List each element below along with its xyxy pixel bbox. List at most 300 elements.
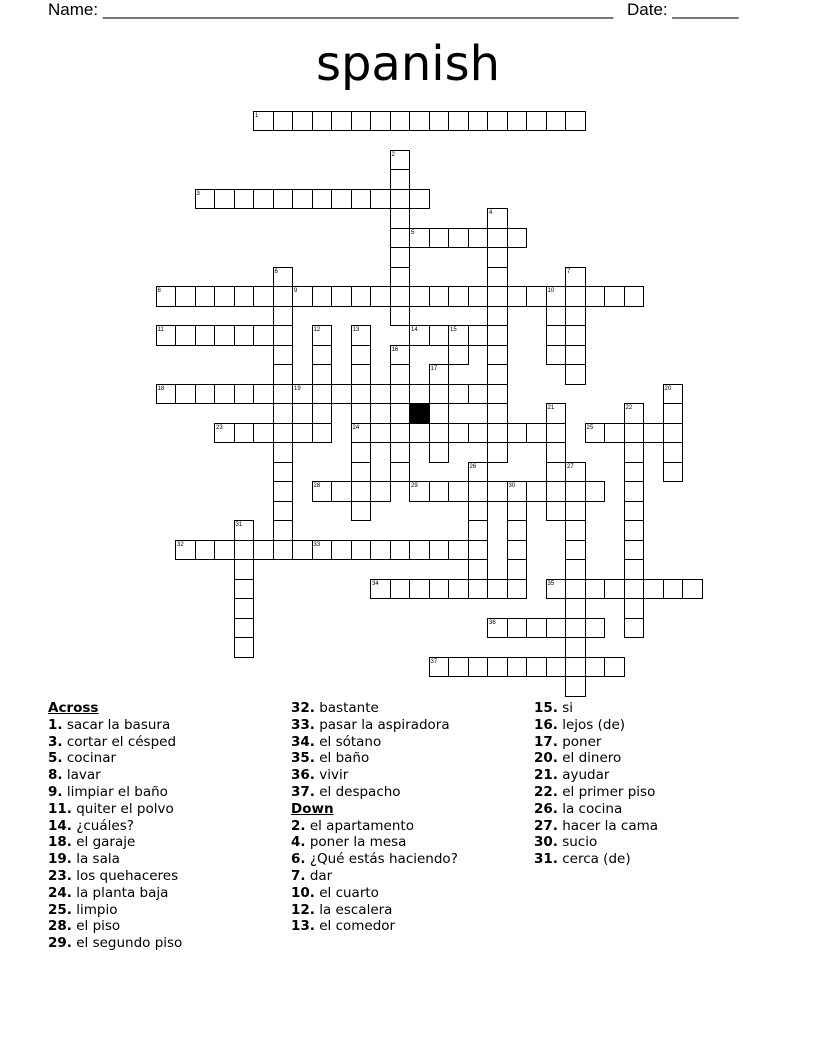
grid-cell[interactable]: [429, 423, 450, 444]
clue-number: 36.: [291, 767, 315, 784]
grid-cell[interactable]: [234, 520, 255, 541]
grid-cell[interactable]: [429, 442, 450, 463]
clue-text: la escalera: [319, 901, 393, 918]
grid-cell[interactable]: [429, 481, 450, 502]
grid-cell[interactable]: [448, 481, 469, 502]
grid-cell[interactable]: [273, 481, 294, 502]
grid-cell[interactable]: [565, 598, 586, 619]
down-clue: [534, 700, 658, 717]
grid-cell[interactable]: [351, 286, 372, 307]
grid-cell[interactable]: [312, 423, 333, 444]
grid-cell[interactable]: [214, 384, 235, 405]
grid-cell[interactable]: [448, 111, 469, 132]
grid-cell[interactable]: [273, 364, 294, 385]
grid-cell[interactable]: [409, 423, 430, 444]
grid-cell[interactable]: [273, 345, 294, 366]
grid-cell[interactable]: [390, 384, 411, 405]
grid-cell[interactable]: [331, 384, 352, 405]
grid-cell[interactable]: [624, 423, 645, 444]
grid-cell[interactable]: [624, 540, 645, 561]
grid-cell[interactable]: [312, 403, 333, 424]
grid-cell[interactable]: [390, 345, 411, 366]
grid-cell[interactable]: [292, 540, 313, 561]
grid-cell[interactable]: [604, 657, 625, 678]
grid-cell[interactable]: [487, 481, 508, 502]
clue-text: el sótano: [319, 733, 382, 750]
across-clue: [291, 784, 458, 801]
grid-cell[interactable]: [468, 423, 489, 444]
grid-cell[interactable]: [468, 579, 489, 600]
grid-cell[interactable]: [487, 111, 508, 132]
grid-cell[interactable]: [487, 618, 508, 639]
grid-cell[interactable]: [273, 189, 294, 210]
grid-cell[interactable]: [487, 403, 508, 424]
grid-cell[interactable]: [565, 657, 586, 678]
grid-cell[interactable]: [390, 189, 411, 210]
grid-cell[interactable]: [351, 540, 372, 561]
clue-number-label: 22: [625, 405, 633, 411]
clue-number: 23.: [48, 867, 72, 884]
grid-cell[interactable]: [390, 403, 411, 424]
grid-cell[interactable]: [487, 345, 508, 366]
grid-cell[interactable]: [468, 501, 489, 522]
grid-cell[interactable]: [565, 345, 586, 366]
grid-cell[interactable]: [487, 228, 508, 249]
grid-cell[interactable]: [234, 637, 255, 658]
clue-text: pasar la aspiradora: [319, 716, 450, 733]
grid-cell[interactable]: [234, 598, 255, 619]
grid-cell[interactable]: [507, 559, 528, 580]
grid-cell[interactable]: [507, 228, 528, 249]
across-clue: [48, 902, 182, 919]
grid-cell[interactable]: [409, 325, 430, 346]
grid-cell[interactable]: [429, 579, 450, 600]
grid-cell[interactable]: [624, 403, 645, 424]
grid-cell[interactable]: [429, 111, 450, 132]
grid-cell[interactable]: [448, 657, 469, 678]
grid-cell[interactable]: [682, 579, 703, 600]
grid-cell[interactable]: [546, 579, 567, 600]
grid-cell[interactable]: [565, 501, 586, 522]
grid-cell[interactable]: [156, 286, 177, 307]
grid-cell[interactable]: [643, 579, 664, 600]
grid-cell[interactable]: [390, 267, 411, 288]
grid-cell[interactable]: [429, 384, 450, 405]
grid-cell[interactable]: [507, 501, 528, 522]
grid-cell[interactable]: [487, 306, 508, 327]
grid-cell[interactable]: [565, 325, 586, 346]
grid-cell[interactable]: [526, 481, 547, 502]
grid-cell[interactable]: [273, 520, 294, 541]
grid-cell[interactable]: [663, 579, 684, 600]
grid-cell[interactable]: [234, 423, 255, 444]
grid-cell[interactable]: [565, 286, 586, 307]
clue-text: el apartamento: [309, 817, 414, 834]
grid-cell[interactable]: [487, 423, 508, 444]
grid-cell[interactable]: [624, 559, 645, 580]
grid-cell[interactable]: [273, 384, 294, 405]
grid-cell[interactable]: [351, 403, 372, 424]
clues-column-2: [291, 700, 458, 935]
grid-cell[interactable]: [312, 540, 333, 561]
grid-cell[interactable]: [624, 442, 645, 463]
grid-cell[interactable]: [390, 462, 411, 483]
grid-cell[interactable]: [214, 286, 235, 307]
grid-cell[interactable]: [526, 111, 547, 132]
grid-cell[interactable]: [526, 618, 547, 639]
clue-number-label: 21: [547, 405, 555, 411]
grid-cell[interactable]: [565, 481, 586, 502]
grid-cell[interactable]: [195, 189, 216, 210]
grid-cell[interactable]: [273, 403, 294, 424]
grid-cell[interactable]: [585, 286, 606, 307]
grid-cell[interactable]: [351, 481, 372, 502]
grid-cell[interactable]: [448, 579, 469, 600]
grid-cell[interactable]: [292, 189, 313, 210]
grid-cell[interactable]: [565, 618, 586, 639]
grid-cell[interactable]: [351, 364, 372, 385]
grid-cell[interactable]: [370, 286, 391, 307]
grid-cell[interactable]: [390, 442, 411, 463]
grid-cell[interactable]: [565, 306, 586, 327]
grid-cell[interactable]: [604, 286, 625, 307]
grid-cell[interactable]: [331, 286, 352, 307]
grid-cell[interactable]: [409, 579, 430, 600]
clue-number: 22.: [534, 783, 558, 800]
grid-cell[interactable]: [312, 111, 333, 132]
grid-cell[interactable]: [351, 384, 372, 405]
grid-cell[interactable]: [565, 559, 586, 580]
grid-cell[interactable]: [351, 501, 372, 522]
grid-cell[interactable]: [312, 364, 333, 385]
grid-cell[interactable]: [448, 384, 469, 405]
grid-cell[interactable]: [546, 481, 567, 502]
grid-cell[interactable]: [468, 520, 489, 541]
grid-cell[interactable]: [448, 228, 469, 249]
grid-cell[interactable]: [409, 481, 430, 502]
clue-number: 4.: [291, 834, 306, 851]
grid-cell[interactable]: [390, 364, 411, 385]
grid-cell[interactable]: [546, 423, 567, 444]
clue-number: 14.: [48, 817, 72, 834]
grid-cell[interactable]: [429, 325, 450, 346]
grid-cell[interactable]: [390, 111, 411, 132]
grid-cell[interactable]: [565, 579, 586, 600]
grid-cell[interactable]: [624, 520, 645, 541]
grid-cell[interactable]: [565, 520, 586, 541]
clue-number: 10.: [291, 884, 315, 901]
grid-cell[interactable]: [253, 189, 274, 210]
grid-cell[interactable]: [487, 267, 508, 288]
grid-cell[interactable]: [546, 306, 567, 327]
grid-cell[interactable]: [273, 286, 294, 307]
grid-cell[interactable]: [234, 325, 255, 346]
grid-cell[interactable]: [253, 384, 274, 405]
grid-cell[interactable]: [468, 228, 489, 249]
grid-cell[interactable]: [546, 325, 567, 346]
grid-cell[interactable]: [234, 618, 255, 639]
grid-cell[interactable]: [273, 325, 294, 346]
grid-cell[interactable]: [234, 189, 255, 210]
grid-cell[interactable]: [390, 208, 411, 229]
grid-cell[interactable]: [312, 189, 333, 210]
grid-cell[interactable]: [331, 111, 352, 132]
grid-cell[interactable]: [214, 540, 235, 561]
grid-cell[interactable]: [390, 423, 411, 444]
grid-cell[interactable]: [448, 423, 469, 444]
grid-cell[interactable]: [312, 345, 333, 366]
grid-cell[interactable]: [390, 286, 411, 307]
grid-cell[interactable]: [565, 540, 586, 561]
grid-cell[interactable]: [409, 384, 430, 405]
grid-cell[interactable]: [253, 286, 274, 307]
grid-cell[interactable]: [331, 481, 352, 502]
grid-cell[interactable]: [370, 423, 391, 444]
grid-cell[interactable]: [468, 462, 489, 483]
grid-cell[interactable]: [546, 345, 567, 366]
clue-number-label: 23: [216, 424, 223, 431]
clue-number-label: 9: [294, 288, 298, 294]
grid-cell[interactable]: [585, 481, 606, 502]
grid-cell[interactable]: [448, 345, 469, 366]
grid-cell[interactable]: [468, 481, 489, 502]
grid-cell[interactable]: [429, 540, 450, 561]
grid-cell[interactable]: [468, 325, 489, 346]
grid-cell[interactable]: [273, 462, 294, 483]
grid-cell[interactable]: [526, 286, 547, 307]
grid-cell[interactable]: [351, 345, 372, 366]
grid-cell[interactable]: [663, 442, 684, 463]
clue-number-label: 20: [664, 385, 672, 392]
grid-cell[interactable]: [624, 481, 645, 502]
grid-cell[interactable]: [390, 579, 411, 600]
grid-cell[interactable]: [351, 462, 372, 483]
grid-cell[interactable]: [487, 325, 508, 346]
grid-cell[interactable]: [487, 247, 508, 268]
grid-cell[interactable]: [624, 618, 645, 639]
grid-cell[interactable]: [487, 579, 508, 600]
grid-cell[interactable]: [312, 325, 333, 346]
clue-text: limpiar el baño: [66, 783, 168, 800]
grid-cell[interactable]: [565, 267, 586, 288]
grid-cell[interactable]: [468, 559, 489, 580]
grid-cell[interactable]: [312, 481, 333, 502]
grid-cell[interactable]: [253, 540, 274, 561]
grid-cell[interactable]: [468, 657, 489, 678]
grid-cell[interactable]: [370, 579, 391, 600]
grid-cell[interactable]: [585, 579, 606, 600]
clue-text: sacar la basura: [66, 716, 171, 733]
grid-cell[interactable]: [663, 462, 684, 483]
grid-cell[interactable]: [312, 384, 333, 405]
clue-number: 28.: [48, 918, 72, 935]
clue-number: 19.: [48, 851, 72, 868]
grid-cell[interactable]: [390, 150, 411, 171]
clue-text: dar: [309, 867, 333, 884]
grid-cell[interactable]: [234, 540, 255, 561]
grid-cell[interactable]: [546, 403, 567, 424]
grid-cell[interactable]: [604, 423, 625, 444]
grid-cell[interactable]: [273, 111, 294, 132]
grid-cell[interactable]: [487, 384, 508, 405]
grid-cell[interactable]: [624, 462, 645, 483]
grid-cell[interactable]: [351, 325, 372, 346]
grid-cell[interactable]: [214, 423, 235, 444]
grid-cell[interactable]: [351, 189, 372, 210]
grid-cell[interactable]: [526, 423, 547, 444]
grid-cell[interactable]: [390, 228, 411, 249]
grid-cell[interactable]: [409, 111, 430, 132]
grid-cell[interactable]: [565, 364, 586, 385]
grid-cell[interactable]: [487, 286, 508, 307]
grid-cell[interactable]: [331, 189, 352, 210]
grid-cell[interactable]: [429, 364, 450, 385]
grid-cell[interactable]: [624, 579, 645, 600]
grid-cell[interactable]: [292, 384, 313, 405]
grid-cell[interactable]: [663, 403, 684, 424]
grid-cell[interactable]: [546, 442, 567, 463]
grid-cell[interactable]: [546, 111, 567, 132]
grid-cell[interactable]: [448, 540, 469, 561]
down-clue: [534, 801, 658, 818]
grid-cell[interactable]: [507, 423, 528, 444]
grid-cell[interactable]: [565, 637, 586, 658]
grid-cell[interactable]: [507, 286, 528, 307]
grid-cell[interactable]: [292, 286, 313, 307]
grid-cell[interactable]: [273, 540, 294, 561]
grid-cell[interactable]: [195, 384, 216, 405]
grid-cell[interactable]: [585, 618, 606, 639]
down-clue-list: [291, 818, 458, 936]
grid-cell[interactable]: [624, 286, 645, 307]
grid-cell[interactable]: [175, 325, 196, 346]
grid-cell[interactable]: [604, 579, 625, 600]
grid-cell[interactable]: [526, 657, 547, 678]
clue-text: vivir: [319, 767, 349, 784]
down-clue: [534, 834, 658, 851]
grid-cell[interactable]: [585, 657, 606, 678]
grid-cell[interactable]: [292, 111, 313, 132]
clue-number-label: 26: [469, 463, 477, 470]
grid-cell[interactable]: [409, 189, 430, 210]
grid-cell[interactable]: [468, 286, 489, 307]
grid-cell[interactable]: [351, 111, 372, 132]
grid-cell[interactable]: [234, 559, 255, 580]
grid-cell[interactable]: [565, 462, 586, 483]
grid-cell[interactable]: [175, 286, 196, 307]
grid-cell[interactable]: [253, 423, 274, 444]
grid-cell[interactable]: [370, 384, 391, 405]
grid-cell[interactable]: [507, 540, 528, 561]
grid-cell[interactable]: [273, 501, 294, 522]
grid-cell[interactable]: [175, 540, 196, 561]
grid-cell[interactable]: [624, 598, 645, 619]
grid-cell[interactable]: [565, 676, 586, 697]
grid-cell[interactable]: [253, 111, 274, 132]
grid-cell[interactable]: [370, 111, 391, 132]
grid-cell[interactable]: [409, 228, 430, 249]
grid-cell[interactable]: [390, 247, 411, 268]
grid-cell[interactable]: [448, 286, 469, 307]
grid-cell[interactable]: [507, 520, 528, 541]
grid-cell[interactable]: [214, 325, 235, 346]
grid-cell[interactable]: [487, 208, 508, 229]
grid-cell[interactable]: [468, 384, 489, 405]
grid-cell[interactable]: [370, 540, 391, 561]
grid-cell[interactable]: [156, 384, 177, 405]
grid-cell[interactable]: [468, 111, 489, 132]
grid-cell[interactable]: [273, 306, 294, 327]
grid-cell[interactable]: [370, 481, 391, 502]
grid-cell[interactable]: [234, 384, 255, 405]
grid-cell[interactable]: [663, 384, 684, 405]
grid-cell[interactable]: [292, 423, 313, 444]
grid-cell[interactable]: [624, 501, 645, 522]
grid-cell[interactable]: [312, 286, 333, 307]
grid-cell[interactable]: [546, 501, 567, 522]
grid-cell[interactable]: [253, 325, 274, 346]
grid-cell[interactable]: [195, 540, 216, 561]
grid-cell[interactable]: [507, 579, 528, 600]
grid-cell[interactable]: [409, 286, 430, 307]
grid-cell[interactable]: [390, 540, 411, 561]
grid-cell[interactable]: [273, 442, 294, 463]
grid-cell[interactable]: [507, 618, 528, 639]
clue-number-label: 29: [411, 483, 418, 489]
grid-cell[interactable]: [351, 442, 372, 463]
grid-cell[interactable]: [429, 228, 450, 249]
grid-cell[interactable]: [487, 442, 508, 463]
grid-cell[interactable]: [390, 306, 411, 327]
grid-cell[interactable]: [643, 423, 664, 444]
grid-cell[interactable]: [546, 462, 567, 483]
grid-cell[interactable]: [273, 423, 294, 444]
grid-cell[interactable]: [546, 618, 567, 639]
clue-text: el comedor: [319, 918, 396, 935]
grid-cell[interactable]: [331, 540, 352, 561]
grid-cell[interactable]: [585, 423, 606, 444]
grid-cell[interactable]: [370, 189, 391, 210]
grid-cell[interactable]: [351, 423, 372, 444]
grid-cell[interactable]: [234, 286, 255, 307]
grid-cell[interactable]: [663, 423, 684, 444]
grid-cell[interactable]: [507, 481, 528, 502]
grid-cell[interactable]: [273, 267, 294, 288]
clue-text: los quehaceres: [76, 867, 179, 884]
grid-cell[interactable]: [448, 325, 469, 346]
grid-cell[interactable]: [507, 111, 528, 132]
grid-cell[interactable]: [565, 111, 586, 132]
grid-cell[interactable]: [429, 657, 450, 678]
grid-cell[interactable]: [409, 540, 430, 561]
grid-cell[interactable]: [487, 364, 508, 385]
grid-cell[interactable]: [390, 169, 411, 190]
grid-cell[interactable]: [487, 657, 508, 678]
grid-cell[interactable]: [195, 325, 216, 346]
grid-cell[interactable]: [195, 286, 216, 307]
grid-cell[interactable]: [214, 189, 235, 210]
grid-cell[interactable]: [546, 286, 567, 307]
grid-cell[interactable]: [429, 286, 450, 307]
grid-cell[interactable]: [429, 403, 450, 424]
grid-cell[interactable]: [507, 657, 528, 678]
clue-number: 6.: [291, 851, 306, 868]
grid-cell[interactable]: [175, 384, 196, 405]
grid-cell[interactable]: [234, 579, 255, 600]
grid-cell[interactable]: [468, 540, 489, 561]
grid-cell[interactable]: [546, 657, 567, 678]
grid-cell[interactable]: [156, 325, 177, 346]
